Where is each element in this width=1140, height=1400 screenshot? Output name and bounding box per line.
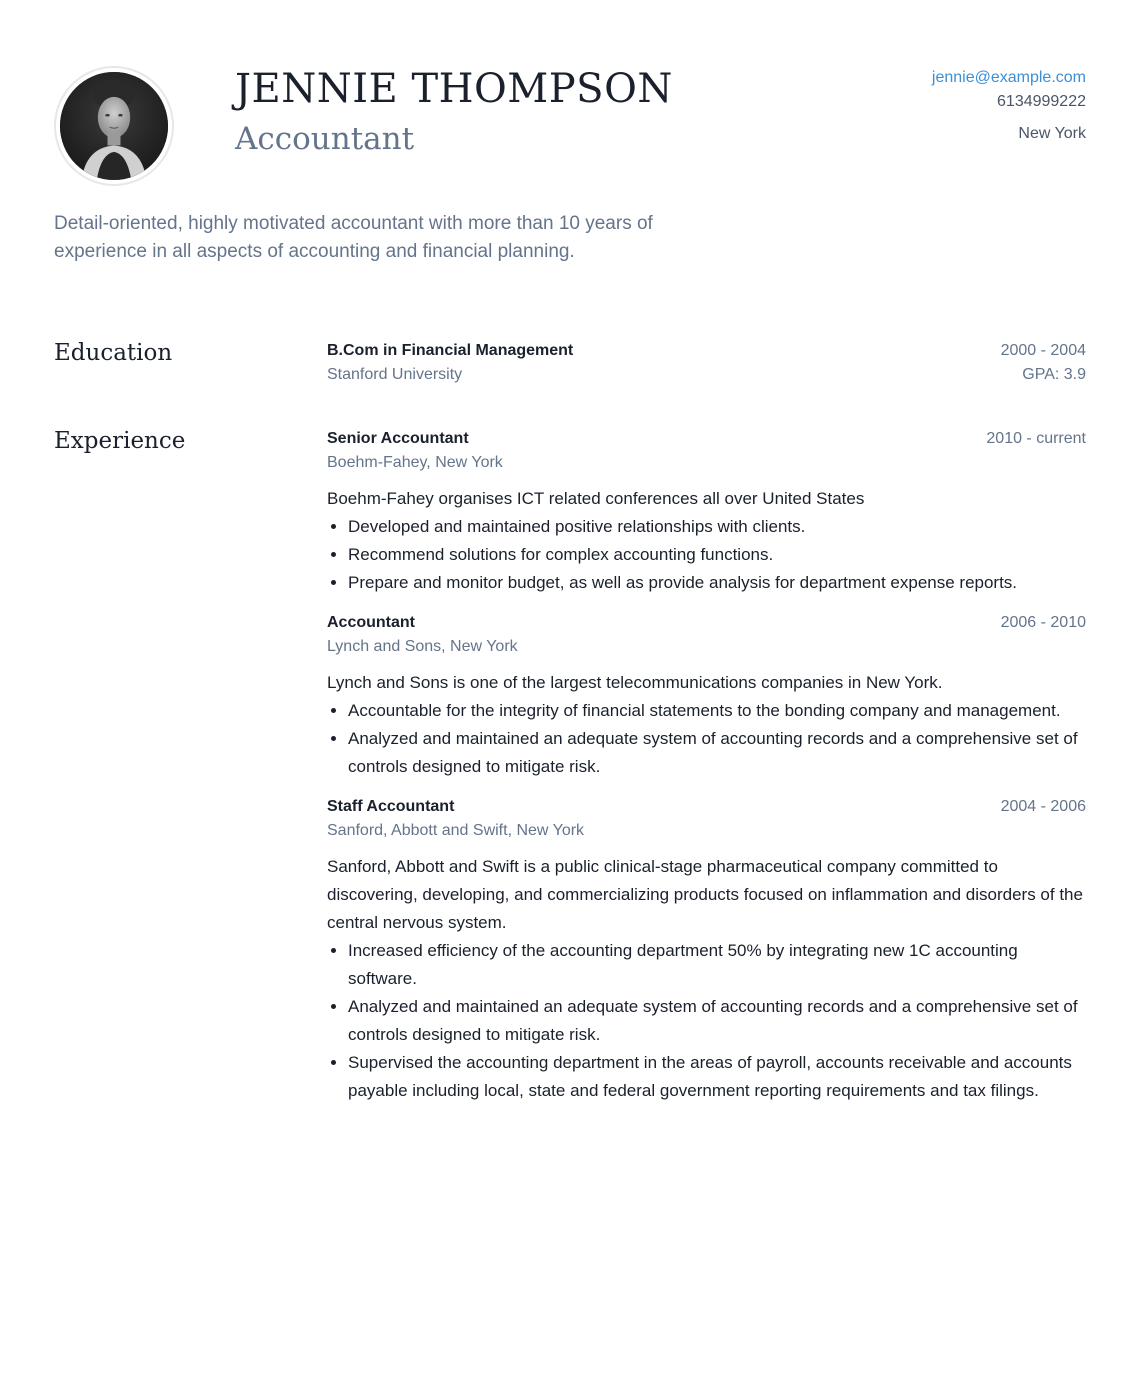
school-name: Stanford University [327, 366, 463, 383]
job-bullet: • Accountable for the integrity of financial statements to the bonding company and management. [348, 697, 1086, 725]
job-description: Sanford, Abbott and Swift is a public clinical-stage pharmaceutical company committed to discovering, developing, and commercializing products focused on inflammation and disorders of the central nervous system. [327, 857, 1083, 932]
job-bullet: • Supervised the accounting department in the areas of payroll, accounts receivable and accounts payable including local, state and federal government reporting requirements and tax filings. [348, 1049, 1086, 1105]
job-years: 2010 - current [986, 430, 1086, 447]
job-bullet: • Recommend solutions for complex accounting functions. [348, 541, 1086, 569]
job-bullet: • Developed and maintained positive relationships with clients. [348, 513, 1086, 541]
job-company: Boehm-Fahey, New York [327, 454, 503, 471]
job-years: 2004 - 2006 [1000, 798, 1086, 815]
education-years: 2000 - 2004 [1000, 342, 1086, 359]
gpa: GPA: 3.9 [1022, 366, 1086, 383]
job-bullet: • Analyzed and maintained an adequate system of accounting records and a comprehensive set of controls designed to mitigate risk. [348, 725, 1086, 781]
job-description: Boehm-Fahey organises ICT related conferences all over United States [327, 489, 865, 508]
job-entry [327, 795, 1086, 1105]
job-bullets [327, 697, 1086, 781]
education-entry [327, 339, 1086, 387]
degree-name: B.Com in Financial Management [327, 342, 574, 359]
candidate-job-title: Accountant [235, 121, 415, 157]
location-city: New York [1018, 125, 1086, 142]
job-bullet: • Increased efficiency of the accounting department 50% by integrating new 1C accounting software. [348, 937, 1086, 993]
job-bullets [327, 937, 1086, 1105]
portrait-photo-icon [60, 72, 168, 180]
job-description: Lynch and Sons is one of the largest telecommunications companies in New York. [327, 673, 943, 692]
job-years: 2006 - 2010 [1000, 614, 1086, 631]
job-bullet: • Analyzed and maintained an adequate system of accounting records and a comprehensive set of controls designed to mitigate risk. [348, 993, 1086, 1049]
education-section [327, 339, 1086, 401]
job-entry [327, 611, 1086, 781]
candidate-name: JENNIE THOMPSON [235, 66, 673, 112]
job-company: Sanford, Abbott and Swift, New York [327, 822, 585, 839]
job-bullets [327, 513, 1086, 597]
job-company: Lynch and Sons, New York [327, 638, 518, 655]
job-bullet: • Prepare and monitor budget, as well as provide analysis for department expense reports. [348, 569, 1086, 597]
job-role: Accountant [327, 614, 415, 631]
contact-info [932, 66, 1086, 146]
job-role: Senior Accountant [327, 430, 469, 447]
experience-heading: Experience [54, 428, 186, 454]
phone-number: 6134999222 [997, 93, 1086, 110]
job-entry [327, 427, 1086, 597]
job-role: Staff Accountant [327, 798, 455, 815]
education-heading: Education [54, 340, 173, 366]
experience-section [327, 427, 1086, 1119]
email-link[interactable]: jennie@example.com [931, 69, 1086, 86]
profile-summary: Detail-oriented, highly motivated accountant with more than 10 years of experience in all aspects of accounting and financial planning. [54, 213, 653, 262]
avatar [54, 66, 174, 186]
